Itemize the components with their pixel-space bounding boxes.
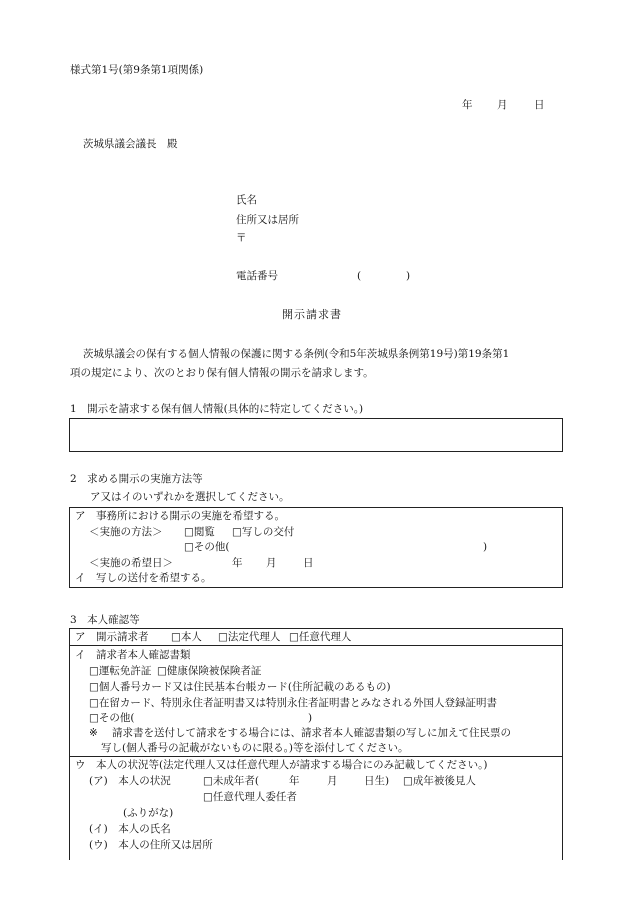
date-month-label: 月 [497,99,508,111]
table-top-border [69,628,563,629]
row-b-title: イ 請求者本人確認書類 [75,649,191,661]
phone-open-paren: ( [357,270,362,282]
requested-info-field[interactable] [69,418,563,452]
method-label: ＜実施の方法＞ [89,526,163,538]
section1-heading: 1 開示を請求する保有個人情報(具体的に特定してください。) [70,403,364,415]
form-number: 様式第1号(第9条第1項関係) [70,64,204,76]
row-a-divider [69,645,563,646]
requester-self-checkbox[interactable]: □本人 [171,631,202,643]
status-principal-checkbox[interactable]: □任意代理人委任者 [203,791,297,803]
furigana-label: (ふりがな) [123,807,174,819]
method-other-close: ) [483,541,488,553]
doc-residence-checkbox[interactable]: □在留カード、特別永住者証明書又は特別永住者証明書とみなされる外国人登録証明書 [89,697,497,709]
date-year-label: 年 [462,99,473,111]
row-b-divider [69,756,563,757]
table-right-border [562,628,563,860]
intro-line-1: 茨城県議会の保有する個人情報の保護に関する条例(令和5年茨城県条例第19号)第19条第1 [83,348,510,360]
principal-address-label: (ウ) 本人の住所又は居所 [89,839,213,851]
document-title: 開示請求書 [282,308,342,321]
doc-other-close: ) [308,712,313,724]
note-line-2: 写し(個人番号の記載がないものに限る。)等を添付してください。 [101,742,409,754]
option-a-office[interactable]: ア 事務所における開示の実施を希望する。 [75,510,285,522]
preferred-date-label: ＜実施の希望日＞ [89,557,173,569]
status-birth-year: 年 [289,775,300,787]
method-copy-checkbox[interactable]: □写しの交付 [232,526,295,538]
principal-name-label: (イ) 本人の氏名 [89,823,171,835]
applicant-name-label: 氏名 [236,194,257,206]
addressee: 茨城県議会議長 殿 [83,138,178,150]
table-left-border [69,628,70,860]
note-line-1: 請求書を送付して請求をする場合には、請求者本人確認書類の写しに加えて住民票の [112,727,511,739]
doc-mynumber-checkbox[interactable]: □個人番号カード又は住民基本台帳カード(住所記載のあるもの) [89,681,391,693]
intro-line-2: 項の規定により、次のとおり保有個人情報の開示を請求します。 [70,367,374,379]
row-c-title: ウ 本人の状況等(法定代理人又は任意代理人が請求する場合にのみ記載してください。) [75,759,488,771]
preferred-date-month: 月 [266,557,277,569]
applicant-address-label: 住所又は居所 [236,214,299,226]
status-adult-ward-checkbox[interactable]: □成年被後見人 [403,775,476,787]
preferred-date-day: 日 [303,557,314,569]
section3-heading: 3 本人確認等 [70,614,140,626]
status-minor-checkbox[interactable]: □未成年者( [203,775,260,787]
note-mark: ※ [89,727,98,739]
postal-mark: 〒 [236,232,247,244]
phone-label: 電話番号 [236,270,278,282]
method-other-checkbox[interactable]: □その他( [184,541,230,553]
status-birth-month: 月 [327,775,338,787]
doc-license-checkbox[interactable]: □運転免許証 [89,665,152,677]
requester-legal-checkbox[interactable]: □法定代理人 [218,631,281,643]
section2-instruction: ア又はイのいずれかを選択してください。 [90,491,290,503]
row-a-label: ア 開示請求者 [75,631,149,643]
preferred-date-year: 年 [232,557,243,569]
requester-voluntary-checkbox[interactable]: □任意代理人 [289,631,352,643]
doc-other-checkbox[interactable]: □その他( [89,712,135,724]
doc-insurance-checkbox[interactable]: □健康保険被保険者証 [157,665,262,677]
phone-close-paren: ) [406,270,411,282]
status-birth-day: 日生) [364,775,390,787]
method-view-checkbox[interactable]: □閲覧 [184,526,215,538]
principal-status-label: (ア) 本人の状況 [89,775,171,787]
section2-heading: 2 求める開示の実施方法等 [70,473,203,485]
date-day-label: 日 [534,99,545,111]
option-b-mail[interactable]: イ 写しの送付を希望する。 [75,572,212,584]
